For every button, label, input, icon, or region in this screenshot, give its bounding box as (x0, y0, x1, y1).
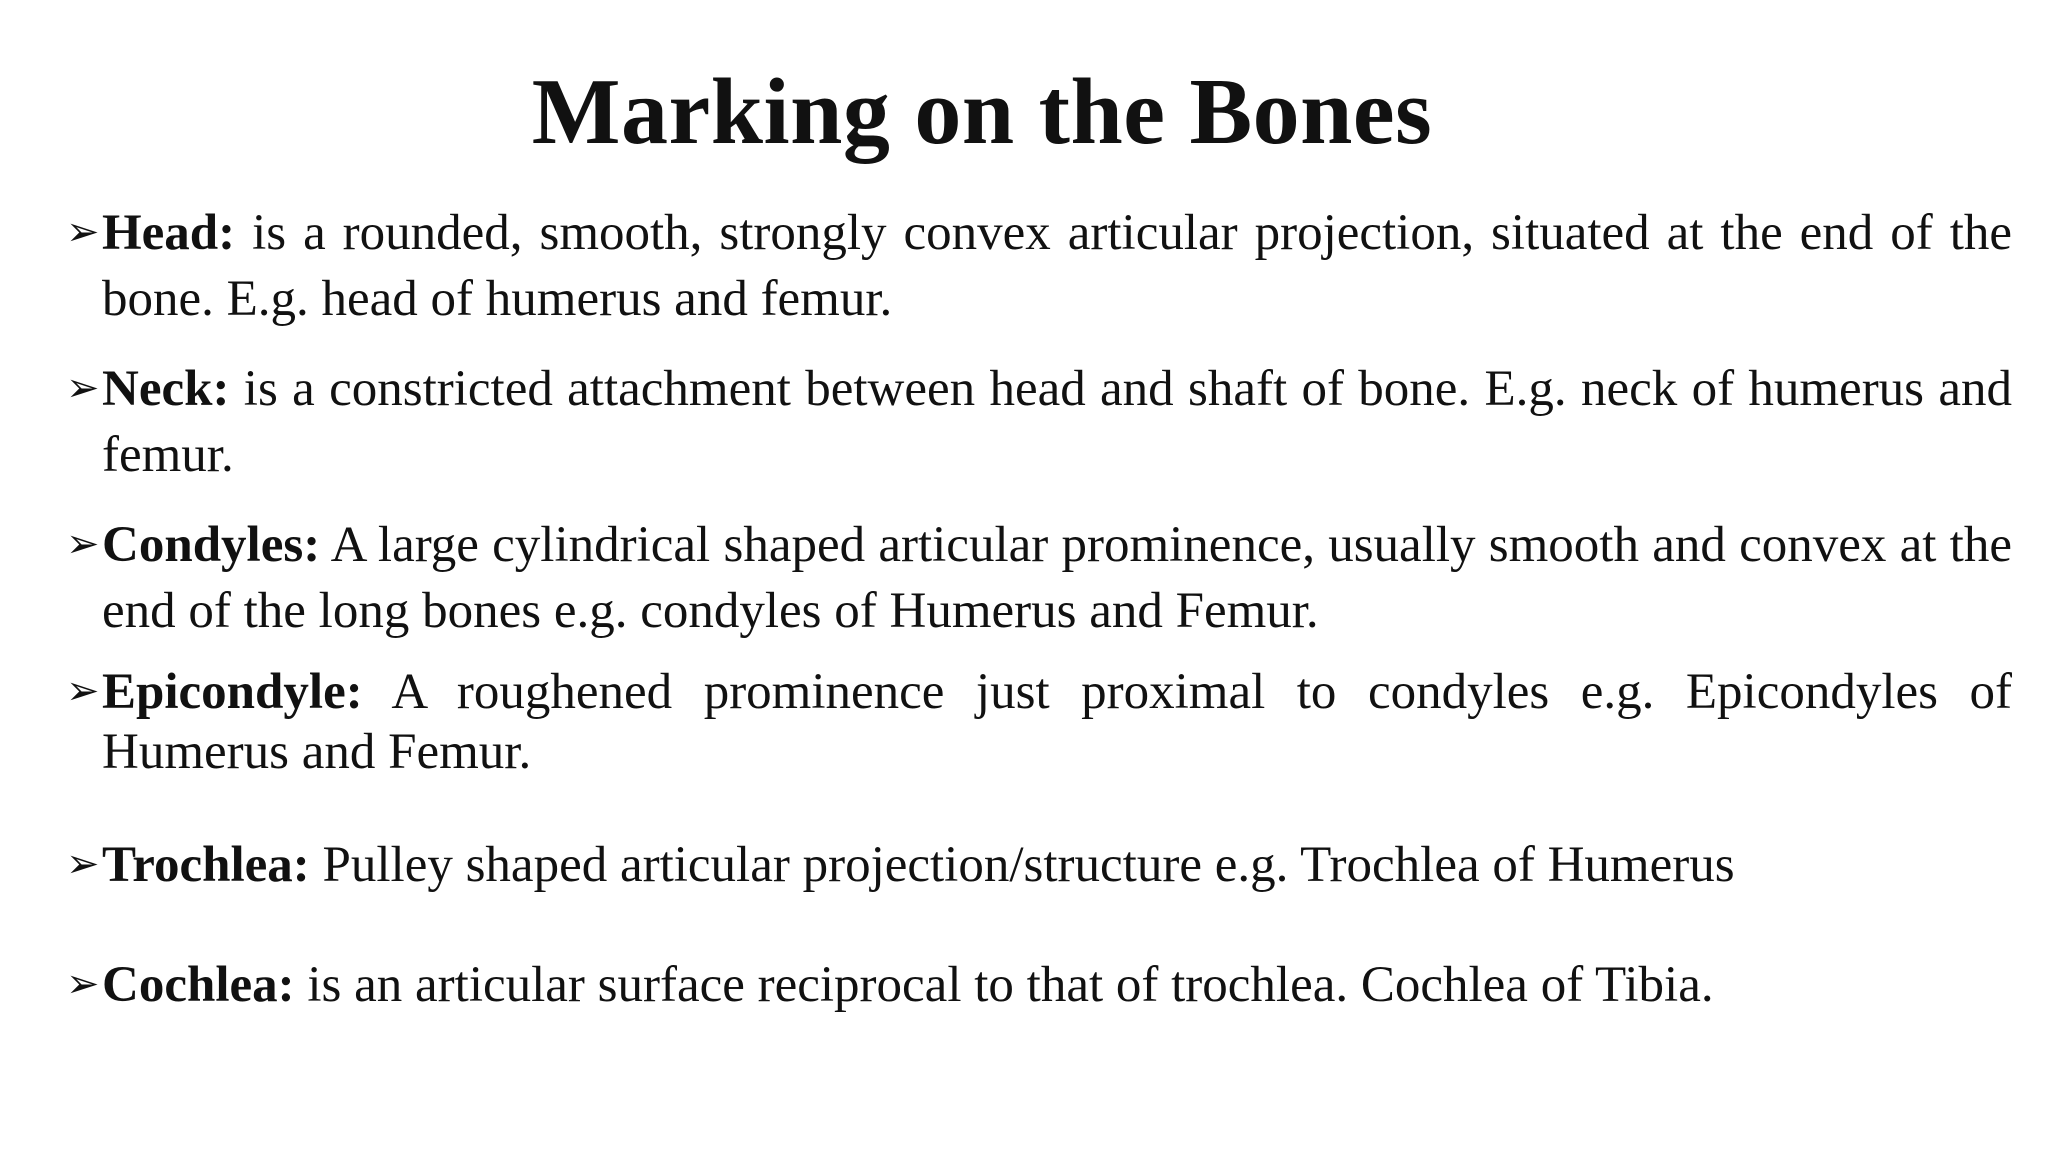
term-label: Condyles: (102, 517, 321, 573)
slide-title: Marking on the Bones (531, 60, 1433, 164)
term-description: Pulley shaped articular projection/structure e.g. Trochlea of Humerus (309, 837, 1735, 893)
arrow-bullet-icon: ➢ (66, 961, 100, 1007)
term-description: is an articular surface reciprocal to that of trochlea. Cochlea of Tibia. (294, 957, 1714, 1013)
arrow-bullet-icon: ➢ (66, 209, 100, 255)
arrow-bullet-icon: ➢ (66, 365, 100, 411)
term-description: A large cylindrical shaped articular prominence, usually smooth and convex at the end of the long bones e.g. condyles of Humerus and Femur. (102, 517, 2012, 639)
list-item-condyles (66, 512, 2012, 644)
term-label: Neck: (102, 361, 230, 417)
list-item-text (66, 952, 2012, 1018)
term-description: is a rounded, smooth, strongly convex articular projection, situated at the end of the bone. E.g. head of humerus and femur. (102, 205, 2012, 327)
list-item-trochlea (66, 832, 2012, 898)
term-label: Cochlea: (102, 957, 295, 1013)
list-item-head (66, 200, 2012, 332)
list-item-text (66, 356, 2012, 488)
term-label: Head: (102, 205, 236, 261)
arrow-bullet-icon: ➢ (66, 841, 100, 887)
term-label: Trochlea: (102, 837, 310, 893)
list-item-text (66, 200, 2012, 332)
arrow-bullet-icon: ➢ (66, 668, 100, 714)
list-item-epicondyle (66, 662, 2012, 782)
list-item-text (66, 662, 2012, 782)
list-item-text (66, 832, 2012, 898)
list-item-cochlea (66, 952, 2012, 1018)
term-description: A roughened prominence just proximal to condyles e.g. Epicondyles of Humerus and Femur. (102, 664, 2012, 780)
term-description: is a constricted attachment between head and shaft of bone. E.g. neck of humerus and femur. (102, 361, 2012, 483)
list-item-text (66, 512, 2012, 644)
list-item-neck (66, 356, 2012, 488)
term-label: Epicondyle: (102, 664, 363, 720)
arrow-bullet-icon: ➢ (66, 521, 100, 567)
